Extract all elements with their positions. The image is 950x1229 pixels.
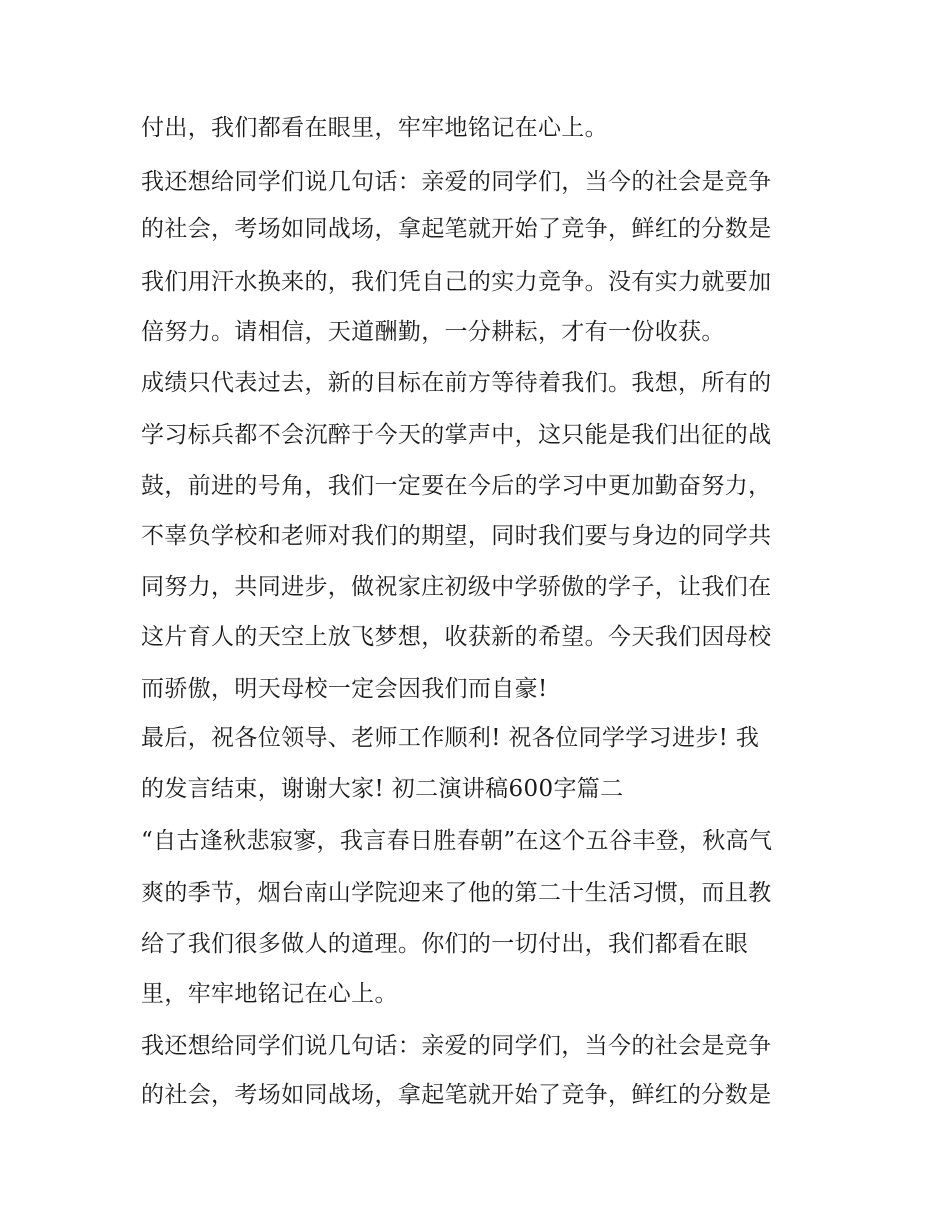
text-line: 同努力，共同进步，做祝家庄初级中学骄傲的学子，让我们在 — [141, 574, 772, 600]
text-line: 不辜负学校和老师对我们的期望，同时我们要与身边的同学共 — [141, 523, 772, 549]
text-line: 倍努力。请相信，天道酬勤，一分耕耘，才有一份收获。 — [141, 319, 725, 345]
text-line: 的社会，考场如同战场，拿起笔就开始了竞争，鲜红的分数是 — [141, 216, 772, 242]
text-line: 鼓，前进的号角，我们一定要在今后的学习中更加勤奋努力， — [141, 473, 772, 499]
text-line: 的发言结束，谢谢大家! 初二演讲稿600字篇二 — [141, 776, 624, 802]
text-line: 给了我们很多做人的道理。你们的一切付出，我们都看在眼 — [141, 931, 749, 957]
text-line: “自古逢秋悲寂寥，我言春日胜春朝”在这个五谷丰登，秋高气 — [141, 828, 773, 854]
text-line: 我还想给同学们说几句话：亲爱的同学们，当今的社会是竞争 — [141, 169, 772, 195]
text-line: 成绩只代表过去，新的目标在前方等待着我们。我想，所有的 — [141, 370, 772, 396]
text-line: 这片育人的天空上放飞梦想，收获新的希望。今天我们因母校 — [141, 624, 772, 650]
text-line: 里，牢牢地铭记在心上。 — [141, 981, 398, 1007]
text-line: 学习标兵都不会沉醉于今天的掌声中，这只能是我们出征的战 — [141, 422, 772, 448]
text-line: 爽的季节，烟台南山学院迎来了他的第二十生活习惯，而且教 — [141, 880, 772, 906]
text-line: 我们用汗水换来的，我们凭自己的实力竞争。没有实力就要加 — [141, 269, 772, 295]
text-line: 付出，我们都看在眼里，牢牢地铭记在心上。 — [141, 115, 608, 141]
text-line: 而骄傲，明天母校一定会因我们而自豪! — [141, 676, 548, 702]
text-line: 的社会，考场如同战场，拿起笔就开始了竞争，鲜红的分数是 — [141, 1082, 772, 1108]
text-line: 最后，祝各位领导、老师工作顺利! 祝各位同学学习进步! 我 — [141, 725, 760, 751]
text-line: 我还想给同学们说几句话：亲爱的同学们，当今的社会是竞争 — [141, 1033, 772, 1059]
